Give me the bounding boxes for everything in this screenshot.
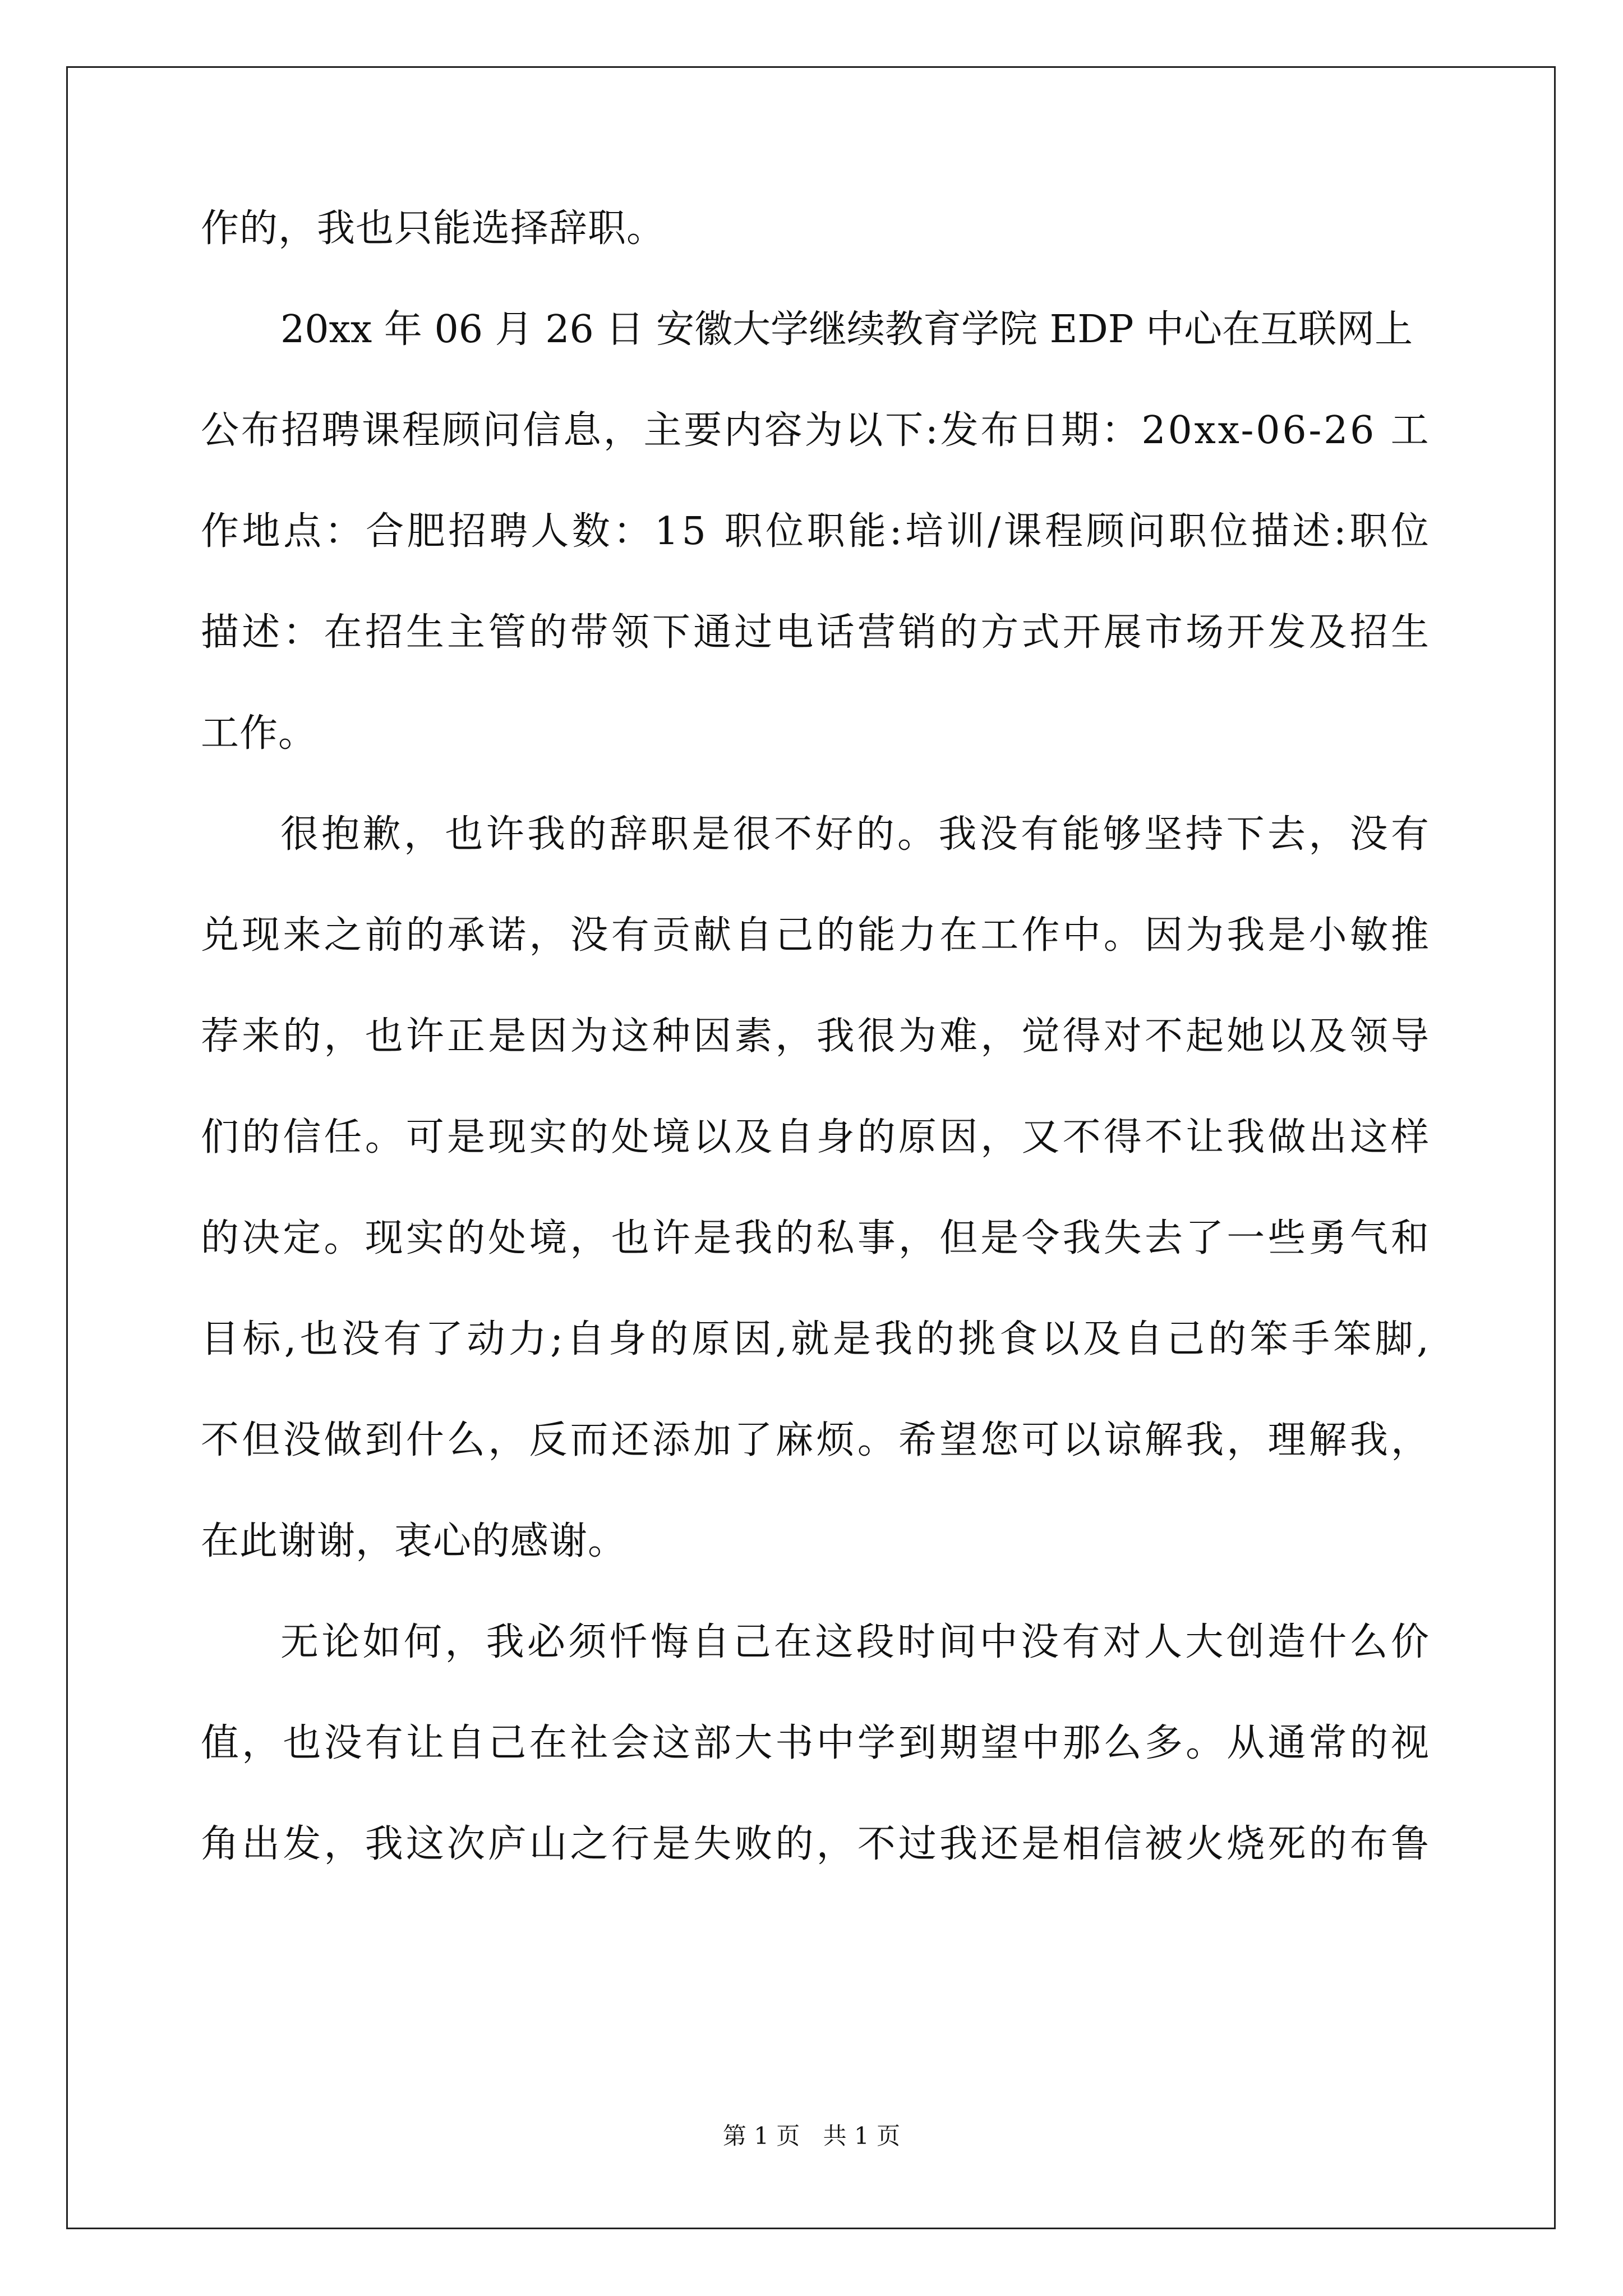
text-line: 们的信任。可是现实的处境以及自身的原因，又不得不让我做出这样 (201, 1115, 1432, 1159)
text-line: 值，也没有让自己在社会这部大书中学到期望中那么多。从通常的视 (201, 1721, 1432, 1765)
text-line: 目标,也没有了动力;自身的原因,就是我的挑食以及自己的笨手笨脚, (201, 1317, 1433, 1361)
text-line: 不但没做到什么，反而还添加了麻烦。希望您可以谅解我，理解我， (201, 1418, 1432, 1462)
text-line: 在此谢谢，衷心的感谢。 (201, 1519, 627, 1563)
page-number: 第 1 页 (722, 2122, 800, 2150)
text-line: 作地点：合肥招聘人数：15 职位职能:培训/课程顾问职位描述:职位 (201, 509, 1432, 554)
text-line: 公布招聘课程顾问信息，主要内容为以下:发布日期：20xx-06-26 工 (201, 408, 1431, 453)
text-line: 描述：在招生主管的带领下通过电话营销的方式开展市场开发及招生 (201, 610, 1432, 655)
text-line: 角出发，我这次庐山之行是失败的，不过我还是相信被火烧死的布鲁 (201, 1822, 1432, 1866)
text-line: 作的，我也只能选择辞职。 (201, 206, 666, 251)
text-line: 荐来的，也许正是因为这种因素，我很为难，觉得对不起她以及领导 (201, 1014, 1432, 1059)
text-line: 兑现来之前的承诺，没有贡献自己的能力在工作中。因为我是小敏推 (201, 913, 1432, 958)
text-line: 工作。 (201, 711, 317, 756)
page-total: 共 1 页 (823, 2122, 901, 2150)
text-line: 20xx 年 06 月 26 日 安徽大学继续教育学院 EDP 中心在互联网上 (280, 307, 1413, 352)
text-line: 无论如何，我必须忏悔自己在这段时间中没有对人大创造什么价 (280, 1620, 1432, 1664)
text-line: 的决定。现实的处境，也许是我的私事，但是令我失去了一些勇气和 (201, 1216, 1432, 1260)
text-line: 很抱歉，也许我的辞职是很不好的。我没有能够坚持下去，没有 (280, 812, 1432, 857)
page-footer (0, 2119, 1623, 2153)
